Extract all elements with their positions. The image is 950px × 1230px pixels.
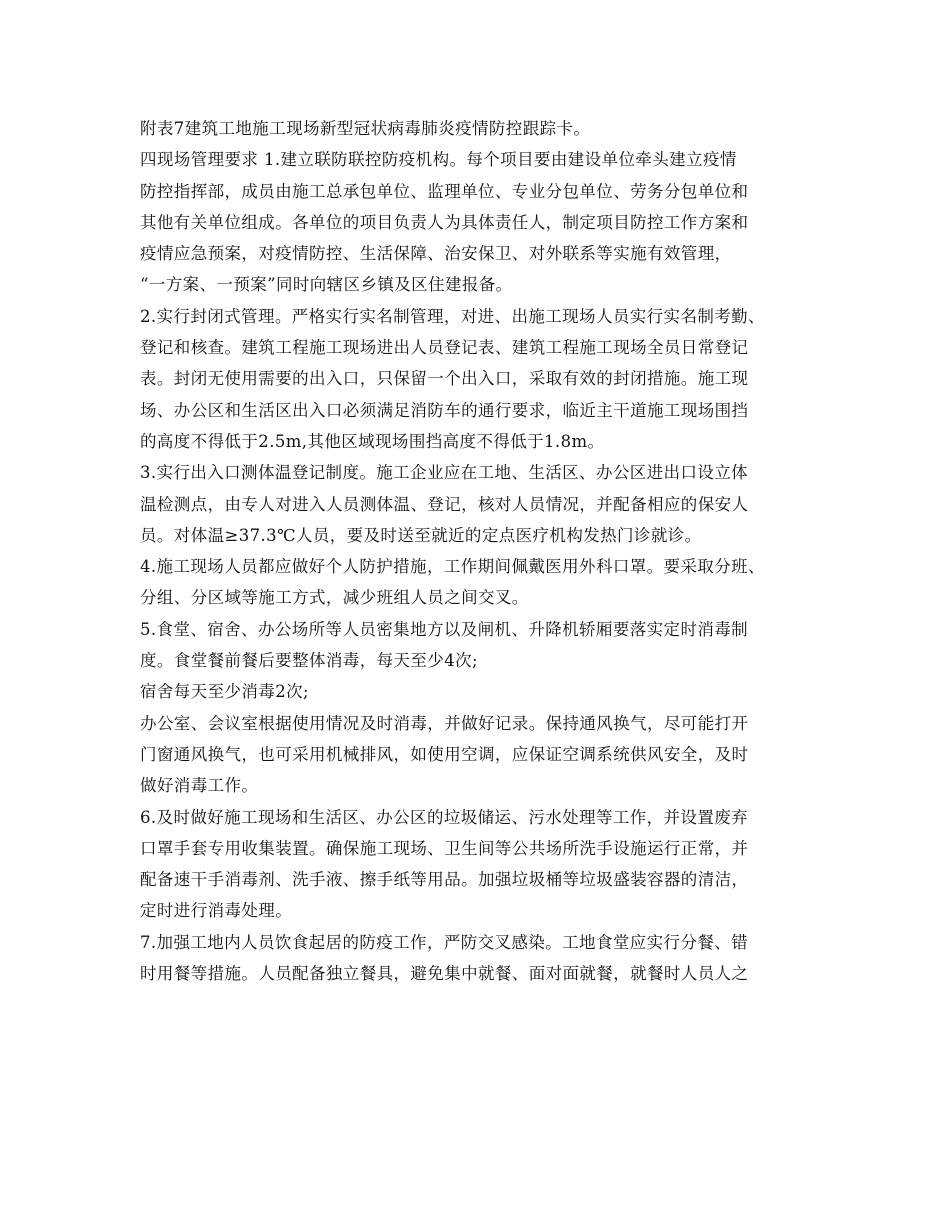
text-line: “一方案、一预案”同时向辖区乡镇及区住建报备。 xyxy=(140,275,513,295)
text-line: 员。对体温≥37.3℃人员，要及时送至就近的定点医疗机构发热门诊就诊。 xyxy=(140,525,702,545)
text-line: 办公室、会议室根据使用情况及时消毒，并做好记录。保持通风换气，尽可能打开 xyxy=(140,713,749,733)
text-line: 5.食堂、宿舍、办公场所等人员密集地方以及闸机、升降机轿厢要落实定时消毒制 xyxy=(140,619,749,639)
text-line: 时用餐等措施。人员配备独立餐具，避免集中就餐、面对面就餐，就餐时人员人之 xyxy=(140,964,749,984)
text-line: 的高度不得低于2.5m,其他区域现场围挡高度不得低于1.8m。 xyxy=(140,431,605,451)
text-line: 表。封闭无使用需要的出入口，只保留一个出入口，采取有效的封闭措施。施工现 xyxy=(140,369,749,389)
text-line: 度。食堂餐前餐后要整体消毒，每天至少4次; xyxy=(140,651,478,671)
text-line: 3.实行出入口测体温登记制度。施工企业应在工地、生活区、办公区进出口设立体 xyxy=(140,463,749,483)
text-line: 配备速干手消毒剂、洗手液、擦手纸等用品。加强垃圾桶等垃圾盛装容器的清洁， xyxy=(140,870,749,890)
text-line: 做好消毒工作。 xyxy=(140,776,259,796)
text-line: 场、办公区和生活区出入口必须满足消防车的通行要求，临近主干道施工现场围挡 xyxy=(140,400,749,420)
text-line: 7.加强工地内人员饮食起居的防疫工作，严防交叉感染。工地食堂应实行分餐、错 xyxy=(140,932,749,952)
text-line: 宿舍每天至少消毒2次; xyxy=(140,682,309,702)
text-line: 6.及时做好施工现场和生活区、办公区的垃圾储运、污水处理等工作，并设置废弃 xyxy=(140,807,749,827)
text-line: 温检测点，由专人对进入人员测体温、登记，核对人员情况，并配备相应的保安人 xyxy=(140,494,749,514)
text-line: 登记和核查。建筑工程施工现场进出人员登记表、建筑工程施工现场全员日常登记 xyxy=(140,338,749,358)
document-body xyxy=(140,113,840,989)
text-line: 口罩手套专用收集装置。确保施工现场、卫生间等公共场所洗手设施运行正常，并 xyxy=(140,838,749,858)
text-line: 4.施工现场人员都应做好个人防护措施，工作期间佩戴医用外科口罩。要采取分班、 xyxy=(140,557,765,577)
text-line: 附表7建筑工地施工现场新型冠状病毒肺炎疫情防控跟踪卡。 xyxy=(140,119,591,138)
text-line: 其他有关单位组成。各单位的项目负责人为具体责任人，制定项目防控工作方案和 xyxy=(140,212,749,232)
text-line: 门窗通风换气，也可采用机械排风，如使用空调，应保证空调系统供风安全，及时 xyxy=(140,744,749,764)
text-line: 防控指挥部，成员由施工总承包单位、监理单位、专业分包单位、劳务分包单位和 xyxy=(140,181,749,201)
text-line: 分组、分区域等施工方式，减少班组人员之间交叉。 xyxy=(140,588,529,608)
text-line: 2.实行封闭式管理。严格实行实名制管理，对进、出施工现场人员实行实名制考勤、 xyxy=(140,306,765,326)
text-line: 疫情应急预案，对疫情防控、生活保障、治安保卫、对外联系等实施有效管理， xyxy=(140,244,732,264)
text-line: 定时进行消毒处理。 xyxy=(140,901,293,921)
text-line: 四现场管理要求 1.建立联防联控防疫机构。每个项目要由建设单位牵头建立疫情 xyxy=(140,150,737,170)
